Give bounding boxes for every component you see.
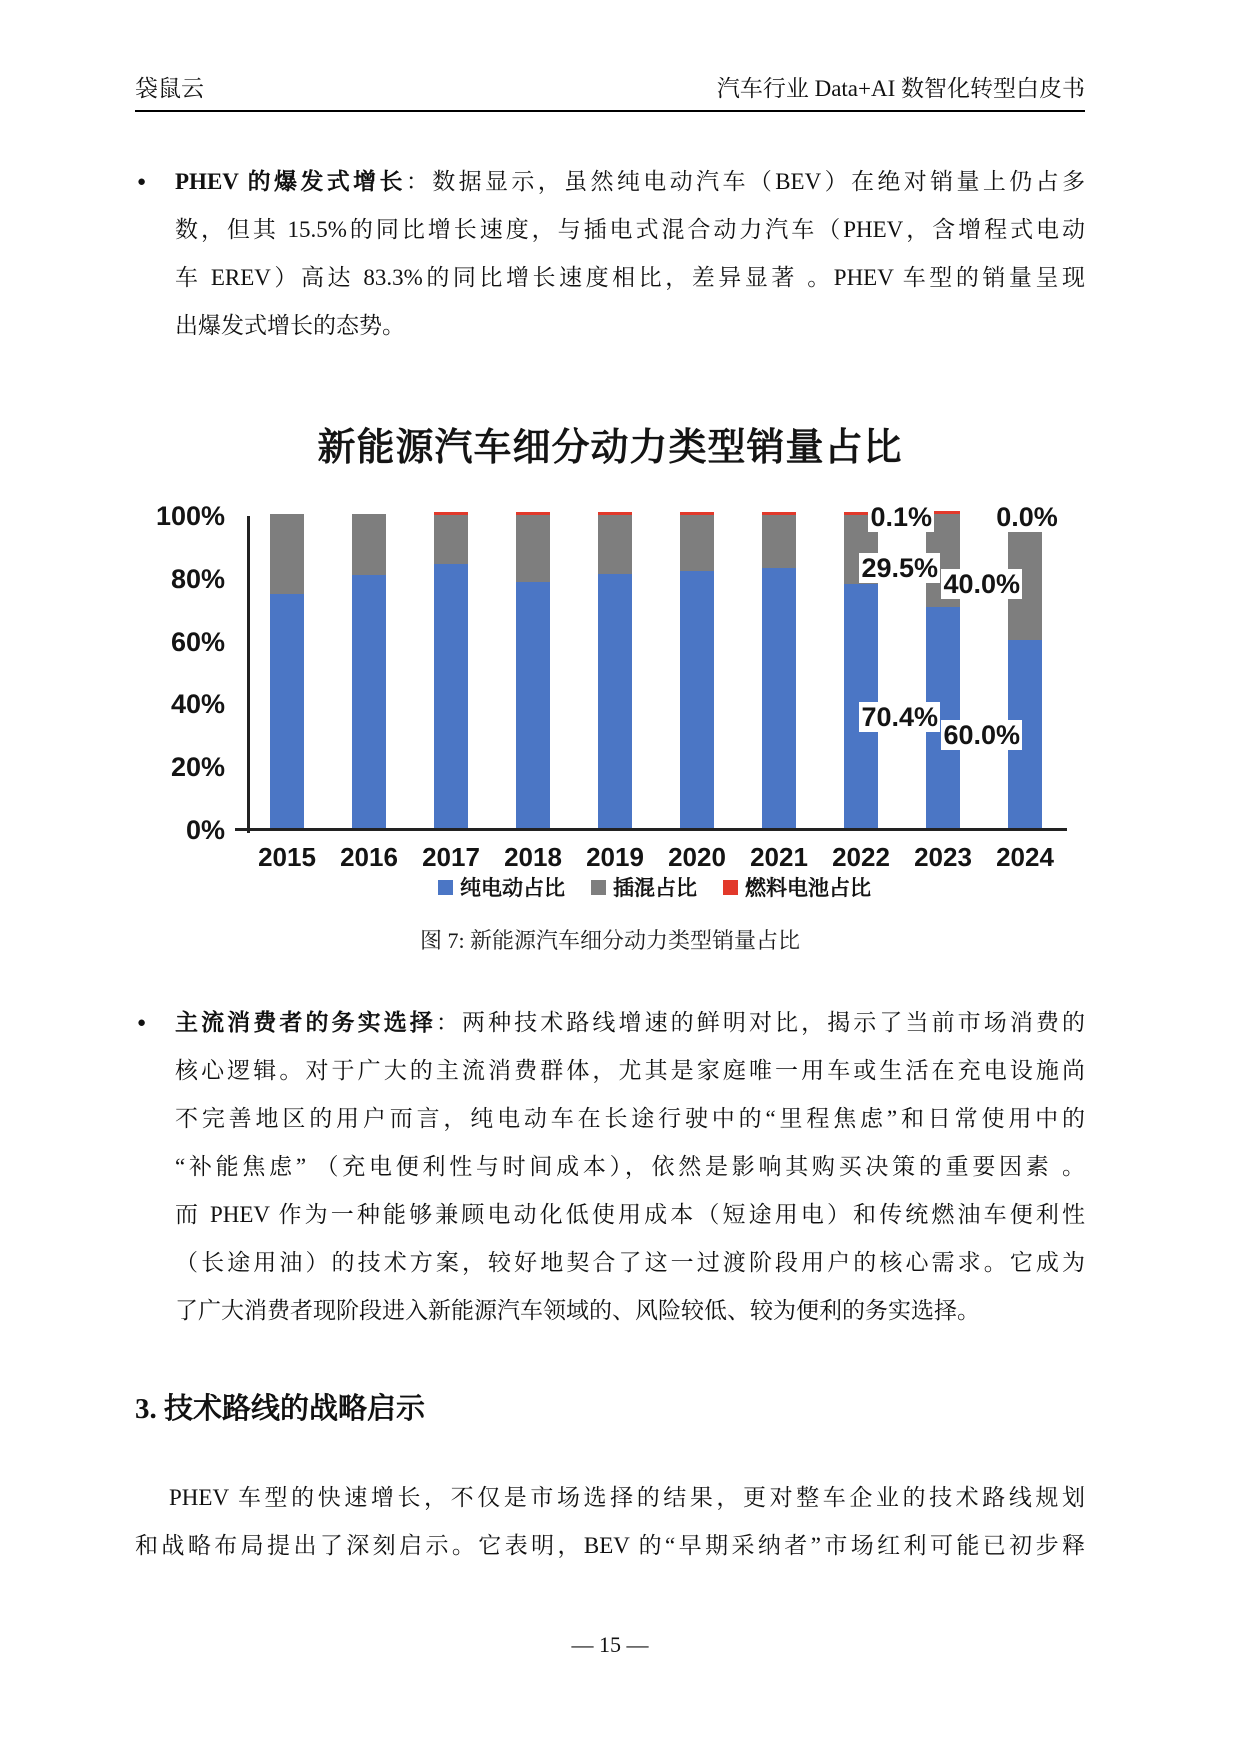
y-axis-tick-label: 20% xyxy=(170,752,225,783)
paragraph-lead-bold: 主流消费者的务实选择 xyxy=(175,1010,436,1035)
bar-segment-插混占比-2018 xyxy=(516,515,550,582)
x-axis-year-label: 2017 xyxy=(422,842,480,872)
legend-swatch-icon xyxy=(723,880,738,895)
bar-segment-插混占比-2015 xyxy=(270,514,304,594)
paragraph-lines xyxy=(175,999,1085,1335)
legend-label: 插混占比 xyxy=(613,877,697,900)
bar-segment-插混占比-2021 xyxy=(762,515,796,569)
paragraph-line: 车 EREV）高达 83.3%的同比增长速度相比，差异显著 。PHEV 车型的销量呈现 xyxy=(175,265,1085,290)
legend-item-燃料电池占比 xyxy=(723,872,871,902)
bar-segment-纯电动占比-2018 xyxy=(516,582,550,828)
paragraph-line: “补能焦虑” （充电便利性与时间成本），依然是影响其购买决策的重要因素 。 xyxy=(175,1154,1085,1179)
bar-segment-纯电动占比-2020 xyxy=(680,571,714,828)
x-axis-year-label: 2022 xyxy=(832,842,890,872)
x-axis-year-label: 2024 xyxy=(996,842,1054,872)
y-axis-line xyxy=(247,516,250,833)
paragraph-line: 而 PHEV 作为一种能够兼顾电动化低使用成本（短途用电）和传统燃油车便利性 xyxy=(175,1202,1085,1227)
bar-segment-纯电动占比-2015 xyxy=(270,594,304,828)
figure-caption: 图 7: 新能源汽车细分动力类型销量占比 xyxy=(419,928,801,953)
x-axis-year-label: 2015 xyxy=(258,842,316,872)
paragraph-line: PHEV 车型的快速增长，不仅是市场选择的结果，更对整车企业的技术路线规划 xyxy=(169,1485,1085,1510)
bar-segment-燃料电池占比-2020 xyxy=(680,512,714,515)
paragraph-line: 数，但其 15.5%的同比增长速度，与插电式混合动力汽车（PHEV，含增程式电动 xyxy=(175,217,1085,242)
y-axis-tick-label: 80% xyxy=(170,563,225,594)
bullet-icon: ● xyxy=(137,1015,147,1031)
closing-paragraph xyxy=(135,1474,1085,1570)
x-axis-year-label: 2018 xyxy=(504,842,562,872)
paragraph-line: 了广大消费者现阶段进入新能源汽车领域的、风险较低、较为便利的务实选择。 xyxy=(175,1298,980,1323)
legend-label: 燃料电池占比 xyxy=(745,877,871,900)
bar-segment-纯电动占比-2019 xyxy=(598,574,632,828)
data-label-2024-燃料电池占比: 0.0% xyxy=(975,502,1079,532)
bullet-paragraph-consumer-choice xyxy=(135,999,1085,1335)
header-rule xyxy=(135,110,1085,112)
data-label-2023-插混占比: 29.5% xyxy=(861,553,938,583)
chart-legend xyxy=(247,872,1062,902)
section-heading: 3. 技术路线的战略启示 xyxy=(135,1393,426,1425)
bar-segment-燃料电池占比-2018 xyxy=(516,512,550,515)
data-label-2023-纯电动占比: 70.4% xyxy=(861,702,938,732)
header-doc-title: 汽车行业 Data+AI 数智化转型白皮书 xyxy=(716,76,1085,101)
paragraph-lines xyxy=(135,1474,1085,1570)
chart-title: 新能源汽车细分动力类型销量占比 xyxy=(317,427,903,469)
bar-segment-燃料电池占比-2021 xyxy=(762,512,796,515)
x-axis-year-label: 2021 xyxy=(750,842,808,872)
bullet-icon: ● xyxy=(137,174,147,190)
bar-segment-燃料电池占比-2019 xyxy=(598,512,632,515)
x-axis-line xyxy=(235,828,1067,831)
paragraph-lines xyxy=(175,158,1085,350)
x-axis-year-label: 2016 xyxy=(340,842,398,872)
bar-segment-插混占比-2016 xyxy=(352,514,386,575)
header-brand: 袋鼠云 xyxy=(135,76,204,101)
legend-item-纯电动占比 xyxy=(438,872,565,902)
legend-swatch-icon xyxy=(438,880,453,895)
bar-segment-纯电动占比-2016 xyxy=(352,575,386,828)
paragraph-line: PHEV 的爆发式增长：数据显示，虽然纯电动汽车（BEV）在绝对销量上仍占多 xyxy=(175,169,1085,194)
x-axis-year-label: 2023 xyxy=(914,842,972,872)
bar-segment-插混占比-2017 xyxy=(434,515,468,564)
bar-segment-插混占比-2019 xyxy=(598,515,632,574)
y-axis-tick-label: 0% xyxy=(185,815,225,845)
data-label-2023-燃料电池占比: 0.1% xyxy=(870,502,932,532)
bar-segment-纯电动占比-2021 xyxy=(762,568,796,828)
data-label-2024-纯电动占比: 60.0% xyxy=(943,720,1020,750)
legend-swatch-icon xyxy=(591,880,606,895)
paragraph-line: 核心逻辑。对于广大的主流消费群体，尤其是家庭唯一用车或生活在充电设施尚 xyxy=(175,1058,1085,1083)
paragraph-line: 和战略布局提出了深刻启示。它表明，BEV 的“早期采纳者”市场红利可能已初步释 xyxy=(135,1533,1085,1558)
bar-segment-纯电动占比-2017 xyxy=(434,564,468,828)
stacked-bar-chart-plot xyxy=(155,501,1062,872)
bullet-paragraph-phev-growth xyxy=(135,158,1085,350)
y-axis-tick-label: 40% xyxy=(170,689,225,720)
bar-segment-燃料电池占比-2017 xyxy=(434,512,468,515)
page-number: — 15 — xyxy=(571,1632,649,1657)
y-axis-tick-label: 100% xyxy=(155,501,225,531)
y-axis-tick-label: 60% xyxy=(170,626,225,657)
bar-segment-插混占比-2020 xyxy=(680,515,714,571)
paragraph-line: 不完善地区的用户而言，纯电动车在长途行驶中的“里程焦虑”和日常使用中的 xyxy=(175,1106,1085,1131)
legend-item-插混占比 xyxy=(591,872,697,902)
x-axis-year-label: 2019 xyxy=(586,842,644,872)
data-label-2024-插混占比: 40.0% xyxy=(943,569,1020,599)
paragraph-line: 主流消费者的务实选择：两种技术路线增速的鲜明对比，揭示了当前市场消费的 xyxy=(175,1010,1086,1035)
paragraph-line: （长途用油）的技术方案，较好地契合了这一过渡阶段用户的核心需求。它成为 xyxy=(175,1250,1085,1275)
paragraph-lead-bold: PHEV 的爆发式增长 xyxy=(175,169,406,194)
x-axis-year-label: 2020 xyxy=(668,842,726,872)
paragraph-line: 出爆发式增长的态势。 xyxy=(175,313,405,338)
legend-label: 纯电动占比 xyxy=(460,877,565,900)
